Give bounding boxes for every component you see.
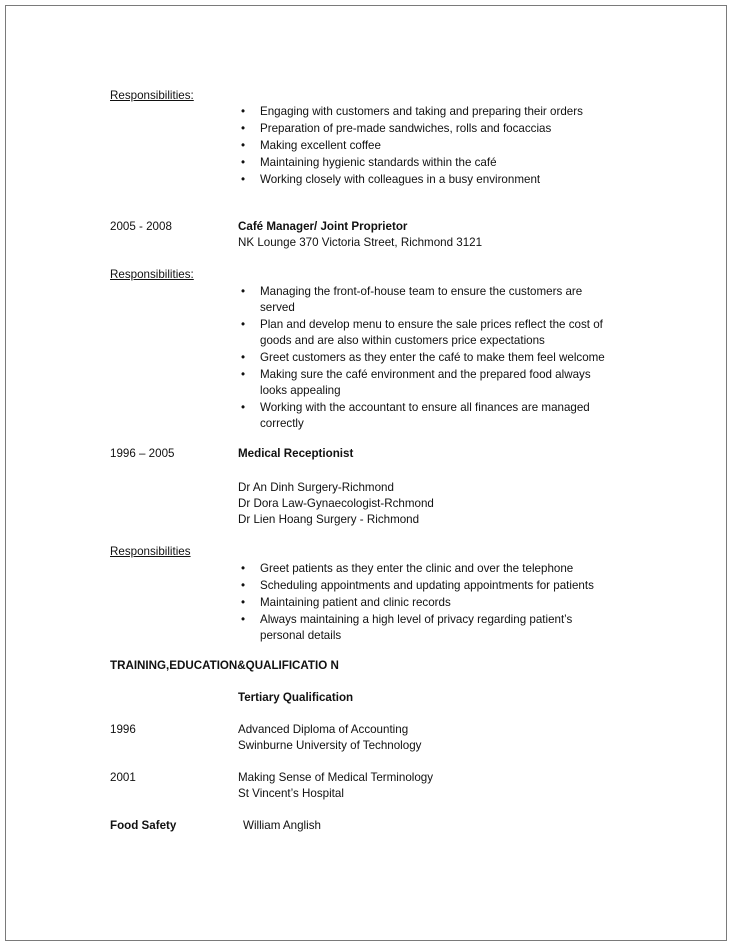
list-item: • Making excellent coffee [240,138,381,152]
responsibilities-list-1 [238,104,583,188]
food-safety-value: William Anglish [243,819,321,832]
workplace: Dr Lien Hoang Surgery - Richmond [238,513,420,526]
list-item: • Maintaining hygienic standards within the café [240,155,497,169]
list-item: • Plan and develop menu to ensure the sale prices reflect the cost of goods and are also within customers price expectations [240,317,603,347]
subheading-tertiary: Tertiary Qualification [238,691,354,704]
qualification-institution: Swinburne University of Technology [238,739,422,752]
qualification-year: 2001 [110,771,136,784]
list-item: • Making sure the café environment and the prepared food always looks appealing [240,367,591,397]
responsibilities-list-3 [238,561,594,645]
list-item: • Working with the accountant to ensure all finances are managed correctly [240,400,590,430]
responsibilities-heading-2: Responsibilities: [110,268,194,281]
list-item: • Working closely with colleagues in a busy environment [240,172,541,186]
workplace: Dr An Dinh Surgery-Richmond [238,481,394,494]
qualification-name: Advanced Diploma of Accounting [238,723,409,736]
job-title: Medical Receptionist [238,447,354,460]
food-safety-label: Food Safety [110,819,177,832]
responsibilities-heading-3: Responsibilities [110,545,191,558]
section-heading-training: TRAINING,EDUCATION&QUALIFICATIO N [110,659,339,672]
qualification-year: 1996 [110,723,136,736]
job-dates: 2005 - 2008 [110,220,172,233]
qualification-institution: St Vincent’s Hospital [238,787,344,800]
list-item: • Engaging with customers and taking and preparing their orders [240,105,583,118]
job-location: NK Lounge 370 Victoria Street, Richmond 3121 [238,236,483,249]
job-dates: 1996 – 2005 [110,447,175,460]
list-item: • Always maintaining a high level of privacy regarding patient’s personal details [240,612,573,642]
list-item: • Maintaining patient and clinic records [240,595,451,609]
list-item: • Greet patients as they enter the clinic and over the telephone [240,562,574,575]
list-item: • Managing the front-of-house team to ensure the customers are served [240,285,583,314]
list-item: • Greet customers as they enter the café to make them feel welcome [240,350,605,364]
list-item: • Scheduling appointments and updating appointments for patients [240,578,594,592]
job-title: Café Manager/ Joint Proprietor [238,220,408,233]
responsibilities-list-2 [238,284,605,432]
workplace: Dr Dora Law-Gynaecologist-Rchmond [238,497,434,510]
qualification-name: Making Sense of Medical Terminology [238,771,434,784]
responsibilities-heading-1: Responsibilities: [110,89,194,102]
list-item: • Preparation of pre-made sandwiches, rolls and focaccias [240,121,552,135]
